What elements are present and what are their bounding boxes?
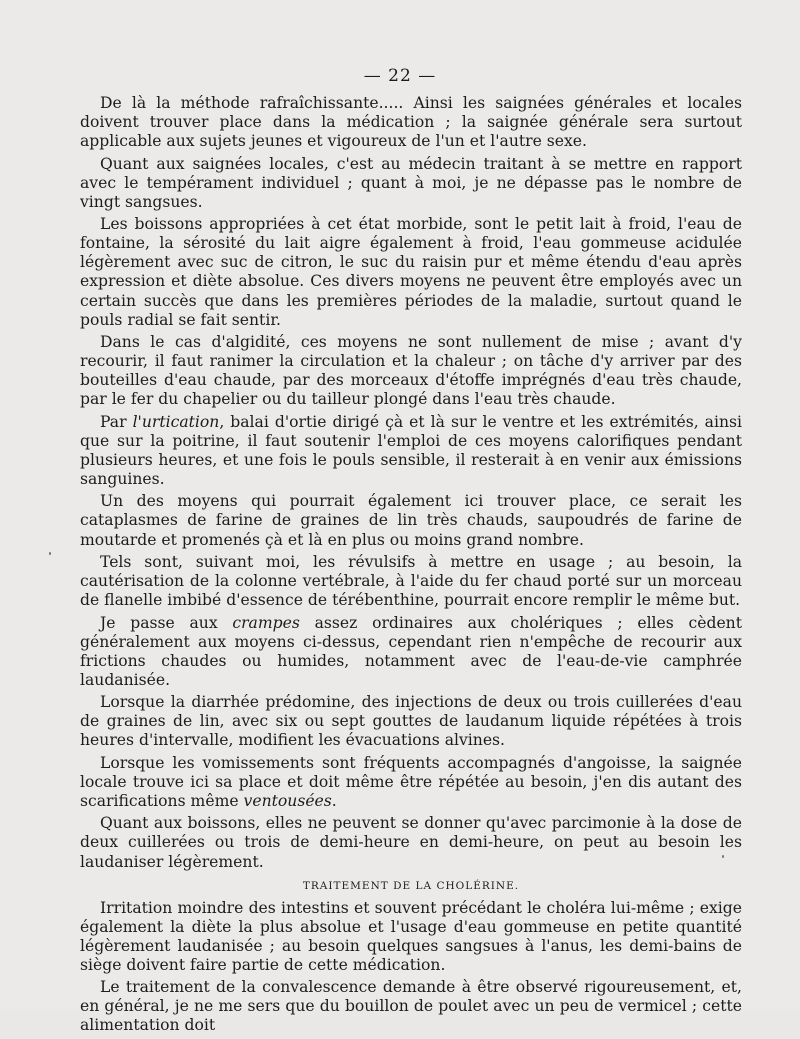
paragraph-10-emphasis: ventousées <box>243 791 332 810</box>
paragraph-10-start: Lorsque les vomissements sont fréquents accompagnés d'angoisse, la saignée locale trouve ici sa place et doit même être répétée au besoin, j'en dis autant des scarifications même <box>80 753 742 810</box>
section-heading: TRAITEMENT DE LA CHOLÉRINE. <box>302 879 520 892</box>
paper-speck <box>722 855 724 858</box>
paragraph-10 <box>80 754 742 811</box>
paragraph-8-end: assez ordinaires aux cholériques ; elles cèdent généralement aux moyens ci-dessus, cependant rien n'empêche de recourir aux frictions chaudes ou humides, notamment avec de l'eau-de-vie camphrée laudanisée. <box>80 613 742 689</box>
paragraph-12: Irritation moindre des intestins et souvent précédant le choléra lui-même ; exige également la diète la plus absolue et l'usage d'eau gommeuse en petite quantité légèrement laudanisée ; au besoin quelques sangsues à l'anus, les demi-bains de siège doivent faire partie de cette médication. <box>80 898 742 974</box>
paragraph-8-emphasis: crampes <box>232 613 300 632</box>
paragraph-11: Quant aux boissons, elles ne peuvent se donner qu'avec parcimonie à la dose de deux cuillerées ou trois de demi-heure en demi-heure, on peut au besoin les laudaniser légèrement. <box>80 814 742 871</box>
paragraph-1: De là la méthode rafraîchissante..... Ainsi les saignées générales et locales doivent trouver place dans la médication ; la saignée générale sera surtout applicable aux sujets jeunes et vigoureux de l'un et l'autre sexe. <box>80 94 742 151</box>
paragraph-2: Quant aux saignées locales, c'est au médecin traitant à se mettre en rapport avec le tempérament individuel ; quant à moi, je ne dépasse pas le nombre de vingt sangsues. <box>80 154 742 211</box>
paragraph-9: Lorsque la diarrhée prédomine, des injections de deux ou trois cuillerées d'eau de graines de lin, avec six ou sept gouttes de laudanum liquide répétées à trois heures d'intervalle, modifient les évacuations alvines. <box>80 693 742 750</box>
paragraph-5-end: , balai d'ortie dirigé çà et là sur le ventre et les extrémités, ainsi que sur la poitrine, il faut soutenir l'emploi de ces moyens calorifiques pendant plusieurs heures, et une fois le pouls sensible, il resterait à en venir aux émissions sanguines. <box>80 412 742 488</box>
paragraph-6: Un des moyens qui pourrait également ici trouver place, ce serait les cataplasmes de farine de graines de lin très chauds, saupoudrés de farine de moutarde et promenés çà et là en plus ou moins grand nombre. <box>80 492 742 549</box>
page-number: — 22 — <box>363 66 437 86</box>
paragraph-5-emphasis: l'urtication <box>132 412 220 431</box>
paragraph-8 <box>80 614 742 690</box>
paragraph-10-end: . <box>331 791 337 810</box>
paragraph-8-start: Je passe aux <box>100 613 233 632</box>
paragraph-4: Dans le cas d'algidité, ces moyens ne sont nullement de mise ; avant d'y recourir, il faut ranimer la circulation et la chaleur ; on tâche d'y arriver par des bouteilles d'eau chaude, par des morceaux d'étoffe imprégnés d'eau très chaude, par le fer du chapelier ou du tailleur plongé dans l'eau très chaude. <box>80 333 742 409</box>
body-text <box>80 94 742 1039</box>
paper-speck <box>49 552 51 555</box>
paragraph-7: Tels sont, suivant moi, les révulsifs à mettre en usage ; au besoin, la cautérisation de la colonne vertébrale, à l'aide du fer chaud porté sur un morceau de flanelle imbibé d'essence de térébenthine, pourrait encore remplir le même but. <box>80 552 742 610</box>
paragraph-13: Le traitement de la convalescence demande à être observé rigoureusement, et, en général, je ne me sers que du bouillon de poulet avec un peu de vermicel ; cette alimentation doit <box>80 978 742 1035</box>
paragraph-3: Les boissons appropriées à cet état morbide, sont le petit lait à froid, l'eau de fontaine, la sérosité du lait aigre également à froid, l'eau gommeuse acidulée légèrement avec suc de citron, le suc du raisin pur et même étendu d'eau après expression et diète absolue. Ces divers moyens ne peuvent être employés avec un certain succès que dans les premières périodes de la maladie, surtout quand le pouls radial se fait sentir. <box>80 215 742 329</box>
paragraph-5-start: Par <box>100 412 133 431</box>
paragraph-5 <box>80 413 742 489</box>
